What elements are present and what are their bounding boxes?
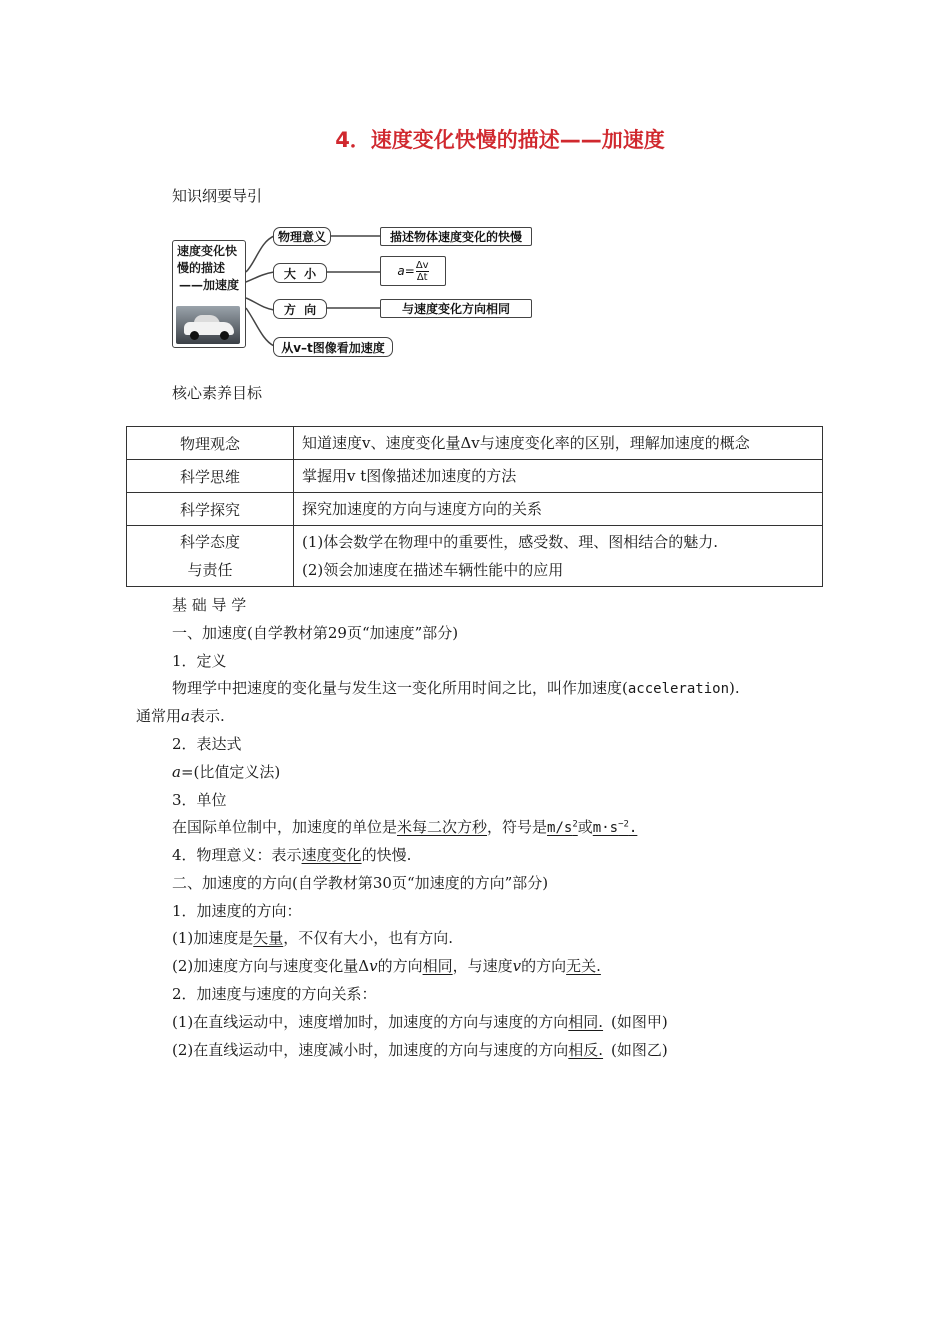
direction-text: (2)加速度方向与速度变化量Δ: [172, 957, 370, 975]
expression-text: =(比值定义法): [180, 763, 281, 781]
unit-or: 或: [577, 818, 593, 836]
direction-text-4: 的方向: [521, 957, 567, 975]
unit-symbol-1: [547, 820, 578, 836]
goal-category-line2: 与责任: [187, 561, 233, 579]
section-1-4: [172, 844, 411, 865]
definition-end: ).: [729, 679, 740, 697]
branch-meaning-detail: 描述物体速度变化的快慢: [380, 227, 532, 246]
section-2-2-2: [172, 1039, 668, 1060]
branch-meaning: 物理意义: [273, 227, 331, 246]
goal-category-line1: 科学态度: [179, 533, 240, 551]
center-label-3: ——加速度: [179, 278, 240, 292]
goal-text: 知道速度v、速度变化量Δv与速度变化率的区别，理解加速度的概念: [294, 427, 823, 460]
goal-text: 探究加速度的方向与速度方向的关系: [294, 493, 823, 526]
formula-den: Δt: [416, 271, 428, 283]
branch-direction-detail: 与速度变化方向相同: [380, 299, 532, 318]
symbol-v: v: [512, 957, 522, 975]
study-heading: 基 础 导 学: [172, 596, 247, 614]
meaning-text: 4．物理意义：表示: [172, 846, 302, 864]
unit-text-2: ，符号是: [487, 818, 548, 836]
increase-text: (1)在直线运动中，速度增加时，加速度的方向与速度的方向: [172, 1013, 569, 1031]
table-row: [127, 460, 823, 493]
section-1-3: 3．单位: [172, 791, 227, 809]
section-2-2-1: [172, 1011, 668, 1032]
definition-text-2: 通常用: [136, 707, 182, 725]
goal-category: 科学探究: [127, 493, 294, 526]
unit-symbol-2-exp: −2: [618, 819, 629, 830]
goal-category: 科学思维: [127, 460, 294, 493]
section-2-2: 2．加速度与速度的方向关系：: [172, 985, 377, 1003]
unit-symbol-2-base: m·s: [592, 820, 619, 836]
section-1-2: 2．表达式: [172, 735, 242, 753]
outline-heading: 知识纲要导引: [172, 187, 263, 205]
direction-answer-1: 相同: [422, 957, 453, 975]
definition-line-2: [136, 705, 225, 726]
definition-text-3: 表示.: [189, 707, 225, 725]
page-title: 4．速度变化快慢的描述——加速度: [335, 128, 665, 152]
definition-line-1: [172, 677, 740, 698]
unit-symbol-2: [593, 820, 638, 836]
goals-table: [126, 426, 823, 587]
unit-name: 米每二次方秒: [397, 818, 488, 836]
meaning-answer: 速度变化: [301, 846, 362, 864]
unit-end: .: [628, 820, 638, 836]
unit-line: [172, 816, 637, 837]
center-label-1: 速度变化快: [177, 244, 238, 258]
table-row: [127, 526, 823, 587]
vector-answer: 矢量: [253, 929, 284, 947]
goals-heading: 核心素养目标: [172, 384, 263, 402]
acceleration-en: acceleration: [627, 681, 730, 697]
table-row: [127, 493, 823, 526]
goal-category: [127, 526, 294, 587]
section-1-1: 1．定义: [172, 652, 227, 670]
branch-direction: 方 向: [273, 299, 327, 319]
section-2-heading: 二、加速度的方向(自学教材第30页“加速度的方向”部分): [172, 874, 549, 892]
decrease-answer: 相反.: [568, 1041, 604, 1059]
meaning-end: 的快慢.: [361, 846, 412, 864]
car-image: [176, 306, 240, 344]
section-1-heading: 一、加速度(自学教材第29页“加速度”部分): [172, 624, 459, 642]
goal-text: 掌握用v t图像描述加速度的方法: [294, 460, 823, 493]
section-2-1-2: [172, 955, 609, 976]
direction-text-3: ，与速度: [452, 957, 513, 975]
goal-text: [294, 526, 823, 587]
vector-text: (1)加速度是: [172, 929, 254, 947]
decrease-text: (2)在直线运动中，速度减小时，加速度的方向与速度的方向: [172, 1041, 569, 1059]
direction-text-2: 的方向: [377, 957, 423, 975]
symbol-a: a: [181, 707, 190, 725]
goal-text-line2: (2)领会加速度在描述车辆性能中的应用: [302, 561, 564, 579]
table-row: [127, 427, 823, 460]
section-2-1: 1．加速度的方向：: [172, 902, 302, 920]
symbol-a: a: [172, 763, 181, 781]
unit-symbol-1-exp: 2: [572, 819, 578, 830]
goal-text-line1: (1)体会数学在物理中的重要性，感受数、理、图相结合的魅力.: [302, 533, 719, 551]
symbol-v: v: [369, 957, 378, 975]
direction-answer-2: 无关.: [566, 957, 601, 975]
branch-size: 大 小: [273, 263, 327, 283]
formula-box: [380, 256, 446, 286]
unit-text: 在国际单位制中，加速度的单位是: [172, 818, 398, 836]
decrease-figure-ref: (如图乙): [611, 1041, 668, 1059]
goal-category: 物理观念: [127, 427, 294, 460]
expression-line: [172, 761, 280, 782]
formula-num: Δv: [415, 259, 429, 271]
center-label-2: 慢的描述: [177, 261, 226, 275]
section-2-1-1: [172, 927, 453, 948]
unit-symbol-1-base: m/s: [547, 820, 573, 836]
formula-a: a: [397, 264, 405, 278]
branch-graph: 从v–t图像看加速度: [273, 337, 393, 357]
mindmap-center: [172, 240, 246, 348]
definition-text: 物理学中把速度的变化量与发生这一变化所用时间之比，叫作加速度(: [172, 679, 628, 697]
increase-answer: 相同.: [568, 1013, 604, 1031]
vector-end: ，不仅有大小，也有方向.: [283, 929, 454, 947]
formula-eq: =: [404, 264, 415, 278]
increase-figure-ref: (如图甲): [611, 1013, 668, 1031]
